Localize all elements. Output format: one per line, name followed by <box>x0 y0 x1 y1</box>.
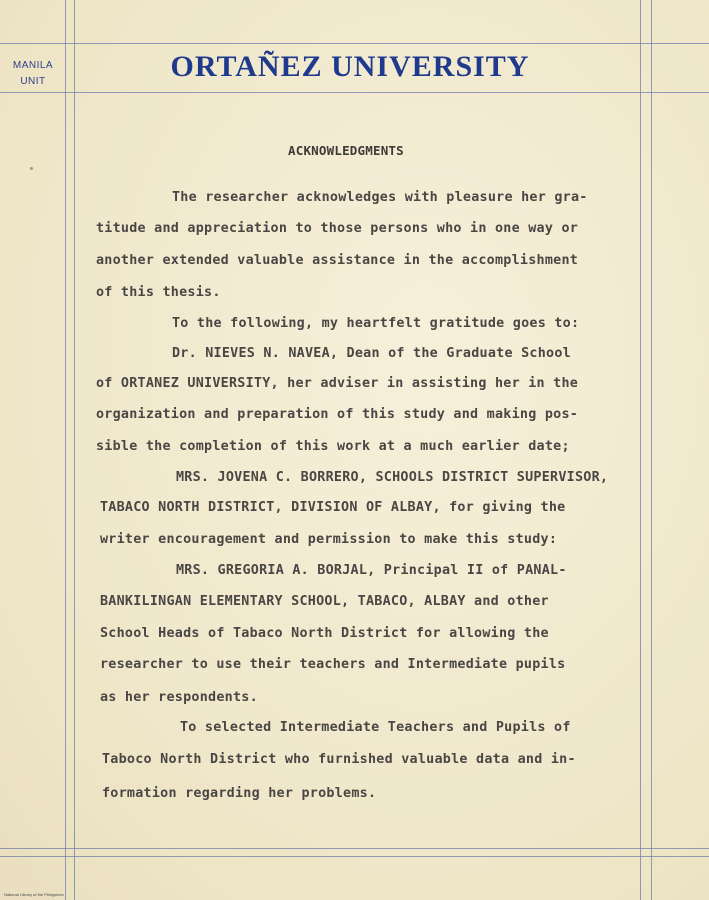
body-line: To selected Intermediate Teachers and Pupils of <box>180 720 571 735</box>
body-line: Dr. NIEVES N. NAVEA, Dean of the Graduate School <box>172 346 571 361</box>
header-line-bottom <box>0 92 709 93</box>
body-line: BANKILINGAN ELEMENTARY SCHOOL, TABACO, ALBAY and other <box>100 594 549 609</box>
footer-line-top <box>0 848 709 849</box>
body-line: The researcher acknowledges with pleasure her gra- <box>172 190 588 205</box>
margin-line-right-outer <box>651 0 652 900</box>
body-line: MRS. JOVENA C. BORRERO, SCHOOLS DISTRICT SUPERVISOR, <box>176 470 609 485</box>
footer-line-bottom <box>0 856 709 857</box>
page-title: ACKNOWLEDGMENTS <box>288 143 404 158</box>
margin-line-right-inner <box>640 0 641 900</box>
body-line: researcher to use their teachers and Intermediate pupils <box>100 657 566 672</box>
body-line: writer encouragement and permission to make this study: <box>100 532 558 547</box>
body-line: sible the completion of this work at a much earlier date; <box>96 439 570 454</box>
body-line: formation regarding her problems. <box>102 786 377 801</box>
header-line-top <box>0 43 709 44</box>
body-line: of this thesis. <box>96 285 221 300</box>
body-line: MRS. GREGORIA A. BORJAL, Principal II of PANAL- <box>176 563 567 578</box>
margin-line-left-outer <box>65 0 66 900</box>
body-line: To the following, my heartfelt gratitude goes to: <box>172 316 580 331</box>
body-line: School Heads of Tabaco North District for allowing the <box>100 626 549 641</box>
paper-speck <box>30 167 33 170</box>
margin-stamp-line2: UNIT <box>20 76 46 87</box>
body-line: as her respondents. <box>100 690 258 705</box>
body-line: organization and preparation of this study and making pos- <box>96 407 579 422</box>
body-line: another extended valuable assistance in the accomplishment <box>96 253 579 268</box>
margin-line-left-inner <box>74 0 75 900</box>
body-line: TABACO NORTH DISTRICT, DIVISION OF ALBAY, for giving the <box>100 500 566 515</box>
footer-credit: National Library of the Philippines <box>4 892 64 897</box>
body-line: Taboco North District who furnished valuable data and in- <box>102 752 576 767</box>
margin-stamp-line1: MANILA <box>12 60 54 71</box>
university-letterhead: ORTAÑEZ UNIVERSITY <box>170 50 530 83</box>
body-line: titude and appreciation to those persons who in one way or <box>96 221 579 236</box>
body-line: of ORTANEZ UNIVERSITY, her adviser in assisting her in the <box>96 376 579 391</box>
margin-stamp <box>0 58 66 90</box>
